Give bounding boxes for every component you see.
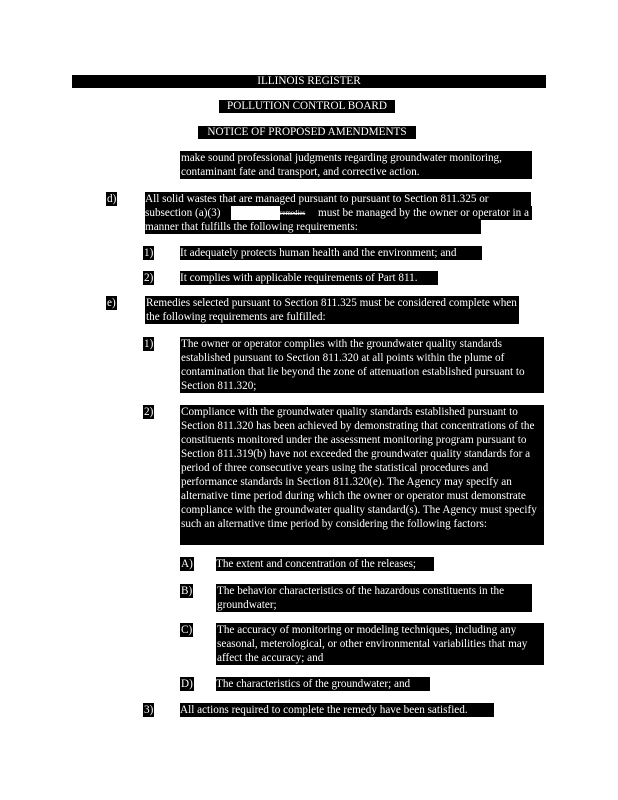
section-d-label: d) <box>107 193 117 205</box>
section-e-item2-text: Compliance with the groundwater quality standards established pursuant to Section 811.320 has been achieved by demonstrating that concentrations of the constituents monitored under the assessment monitoring program pursuant to Section 811.319(b) have not exceeded the groundwater quality standards for a period of three consecutive years using the statistical procedures and performance standards in Section 811.320(e). The Agency may specify an alternative time period during which the owner or operator must demonstrate compliance with the groundwater quality standard(s). The Agency must specify such an alternative time period by considering the following factors: <box>180 405 544 545</box>
notice-title: NOTICE OF PROPOSED AMENDMENTS <box>198 126 416 139</box>
continuation-paragraph: make sound professional judgments regarding groundwater monitoring, contaminant fate and transport, and corrective action. <box>180 151 532 179</box>
factor-a-text: The extent and concentration of the releases; <box>216 557 434 571</box>
factor-d-label: D) <box>181 678 193 690</box>
factor-d-text: The characteristics of the groundwater; and <box>216 677 430 691</box>
section-e-item3-label: 3) <box>144 704 154 716</box>
section-d-line2b: must be managed by the owner or operator in a <box>318 206 532 220</box>
section-d-item2-text: It complies with applicable requirements of Part 811. <box>180 271 438 285</box>
section-e-item2-label: 2) <box>144 406 154 418</box>
section-d-line2a: subsection (a)(3) <box>145 206 231 220</box>
board-title: POLLUTION CONTROL BOARD <box>219 100 395 113</box>
section-d-line1: All solid wastes that are managed pursuant to pursuant to Section 811.325 or <box>145 192 531 206</box>
section-d-redaction <box>246 206 266 220</box>
section-e-item1-text: The owner or operator complies with the groundwater quality standards established pursuant to Section 811.320 at all points within the plume of contamination that lie beyond the zone of attenuation established pursuant to Section 811.320; <box>180 337 544 393</box>
factor-b-label: B) <box>181 585 193 597</box>
section-d-line3: manner that fulfills the following requirements: <box>145 220 481 234</box>
factor-c-label: C) <box>181 624 193 636</box>
section-e-item1-label: 1) <box>144 338 154 350</box>
factor-b-text: The behavior characteristics of the hazardous constituents in the groundwater; <box>216 584 532 612</box>
section-d-item1-text: It adequately protects human health and the environment; and <box>180 246 482 260</box>
register-title: ILLINOIS REGISTER <box>72 75 546 88</box>
section-e-text: Remedies selected pursuant to Section 811.325 must be considered complete when the following requirements are fulfilled: <box>145 296 519 324</box>
section-d-redaction-word: remedies <box>280 206 318 220</box>
section-e-label: e) <box>107 297 116 309</box>
factor-c-text: The accuracy of monitoring or modeling techniques, including any seasonal, meterological, or other environmental variabilities that may affect the accuracy; and <box>216 623 544 665</box>
factor-a-label: A) <box>181 558 193 570</box>
section-d-item1-label: 1) <box>144 247 154 259</box>
section-d-item2-label: 2) <box>144 272 154 284</box>
section-e-item3-text: All actions required to complete the remedy have been satisfied. <box>180 703 494 717</box>
